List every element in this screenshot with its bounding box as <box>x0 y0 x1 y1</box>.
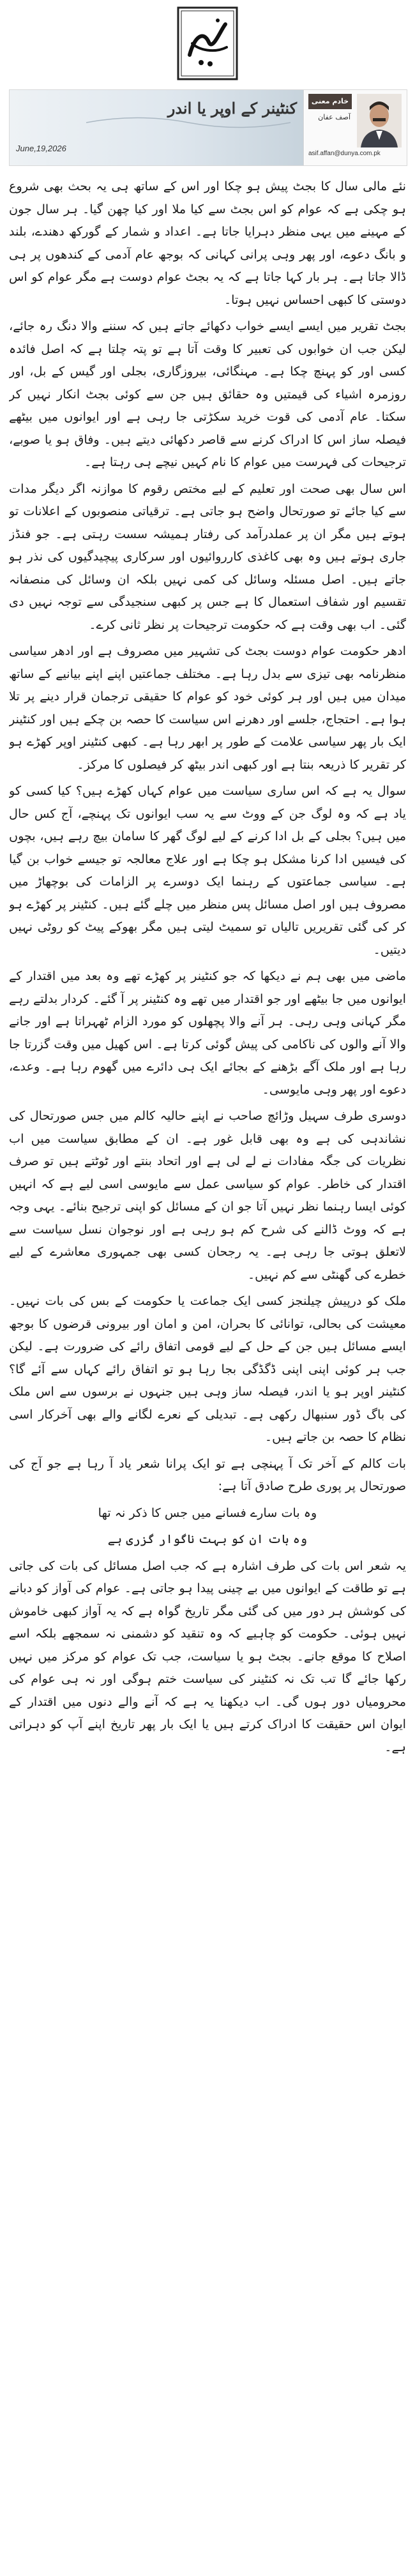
article-body <box>9 175 406 2563</box>
article-paragraph: ملک کو درپیش چیلنجز کسی ایک جماعت یا حکومت کے بس کی بات نہیں۔ معیشت کی بحالی، توانائی کا بحران، امن و امان اور بیرونی قرضوں کا بوجھ ایسے مسائل ہیں جن کے حل کے لیے قومی اتفاق رائے کی ضرورت ہے۔ لیکن جب ہر کوئی اپنی اپنی ڈگڈگی بجا رہا ہو تو اتفاق رائے کہاں سے آئے گا؟ کنٹینر اوپر ہو یا اندر، فیصلہ ساز وہی ہیں جنہوں نے برسوں سے اس ملک کی باگ ڈور سنبھال رکھی ہے۔ تبدیلی کے نعرے لگانے والے بھی آخرکار اسی نظام کا حصہ بن جاتے ہیں۔ <box>9 1293 406 1444</box>
verse-line: وہ بات ان کو بہت ناگوار گزری ہے <box>107 1532 308 1546</box>
article-paragraph: سوال یہ ہے کہ اس ساری سیاست میں عوام کہاں کھڑے ہیں؟ کیا کسی کو یاد ہے کہ وہ لوگ جن کے ووٹ سے یہ سب ایوانوں تک پہنچے، آج کس حال میں ہیں؟ بجلی کے بل ادا کرنے کے لیے لوگ گھر کا سامان بیچ رہے ہیں، بچوں کی فیسیں ادا کرنا مشکل ہو چکا ہے اور علاج معالجہ تو جیسے خواب بن گیا ہے۔ سیاسی جماعتوں کے رہنما ایک دوسرے پر الزامات کی بوچھاڑ میں مصروف ہیں اور اصل مسائل پس منظر میں چلے گئے ہیں۔ کنٹینر پر کھڑے ہو کر کی گئی تقریریں تالیاں تو سمیٹ لیتی ہیں مگر بھوکے پیٹ کو روٹی نہیں دیتیں۔ <box>9 783 406 957</box>
column-header <box>9 89 407 166</box>
author-name: آصف عفان <box>318 113 351 121</box>
logo-svg <box>176 5 239 82</box>
author-box <box>305 90 407 165</box>
author-tag: خادم معنی <box>308 94 352 109</box>
dunya-logo-icon <box>176 5 239 82</box>
author-photo-icon <box>357 94 402 147</box>
article-paragraph: بات کالم کے آخر تک آ پہنچی ہے تو ایک پرانا شعر یاد آ رہا ہے جو آج کی صورتحال پر پوری طرح صادق آتا ہے: <box>9 1456 406 1493</box>
article-paragraph: ادھر حکومت عوام دوست بجٹ کی تشہیر میں مصروف ہے اور ادھر سیاسی منظرنامہ بھی تیزی سے بدل رہا ہے۔ مختلف جماعتیں اپنے اپنے بیانیے کے ساتھ میدان میں ہیں اور ہر کوئی خود کو عوام کا حقیقی ترجمان قرار دینے پر تلا ہوا ہے۔ احتجاج، جلسے اور دھرنے اس سیاست کا حصہ بن چکے ہیں اور کنٹینر ایک بار پھر سیاسی علامت کے طور پر ابھر رہا ہے۔ کبھی کنٹینر اوپر کھڑے ہو کر تقریر کا ذریعہ بنتا ہے اور کبھی اندر بیٹھ کر فیصلوں کا مرکز۔ <box>9 644 406 772</box>
verse-line: وہ بات سارے فسانے میں جس کا ذکر نہ تھا <box>98 1505 317 1520</box>
author-email: asif.affan@dunya.com.pk <box>308 150 381 157</box>
article-paragraph: نئے مالی سال کا بجٹ پیش ہو چکا اور اس کے ساتھ ہی یہ بحث بھی شروع ہو چکی ہے کہ عوام کو اس بجٹ سے کیا ملا اور کیا چھن گیا۔ ہر سال جون کے مہینے میں یہی منظر دہرایا جاتا ہے۔ اعداد و شمار کے گورکھ دھندے، بلند و بانگ دعوے، اور پھر وہی پرانی کہانی کہ بوجھ عام آدمی کے کندھوں پر ہی ڈالا جاتا ہے۔ ہر بار کہا جاتا ہے کہ یہ بجٹ عوام دوست ہے مگر عوام کو اس دوستی کا کبھی احساس نہیں ہوتا۔ <box>9 179 406 307</box>
article-paragraph: دوسری طرف سہیل وڑائچ صاحب نے اپنے حالیہ کالم میں جس صورتحال کی نشاندہی کی ہے وہ بھی قابل غور ہے۔ ان کے مطابق سیاست میں اب نظریات کی جگہ مفادات نے لے لی ہے اور اتحاد بنتے اور ٹوٹتے ہیں تو صرف اقتدار کی خاطر۔ عوام کو سیاسی عمل سے مایوسی اسی لیے ہے کہ انہیں کوئی ایسا رہنما نظر نہیں آتا جو ان کے مسائل کو اپنی ترجیح بنائے۔ یہی وجہ ہے کہ ووٹ ڈالنے کی شرح کم ہو رہی ہے اور نوجوان نسل سیاست سے لاتعلق ہوتی جا رہی ہے۔ یہ رجحان کسی بھی جمہوری معاشرے کے لیے خطرے کی گھنٹی سے کم نہیں۔ <box>9 1108 406 1282</box>
publish-date: June,19,2026 <box>16 144 66 153</box>
column-title: کنٹینر کے اوپر یا اندر <box>167 99 297 117</box>
article-paragraph: بجٹ تقریر میں ایسے ایسے خواب دکھائے جاتے ہیں کہ سننے والا دنگ رہ جائے، لیکن جب ان خوابوں کی تعبیر کا وقت آتا ہے تو پتہ چلتا ہے کہ اصل فائدہ کسی اور کو پہنچ چکا ہے۔ مہنگائی، بیروزگاری، بجلی اور گیس کے بل، اور روزمرہ اشیاء کی قیمتیں وہ حقائق ہیں جن سے کوئی بجٹ انکار نہیں کر سکتا۔ عام آدمی کی قوت خرید سکڑتی جا رہی ہے اور ایوانوں میں بیٹھے فیصلہ ساز اس کا ادراک کرنے سے قاصر دکھائی دیتے ہیں۔ وفاق ہو یا صوبے، ترجیحات کی فہرست میں عوام کا نام کہیں نیچے ہی رہتا ہے۔ <box>9 319 406 469</box>
header-band <box>10 90 304 165</box>
article-paragraph: اس سال بھی صحت اور تعلیم کے لیے مختص رقوم کا موازنہ اگر دیگر مدات سے کیا جائے تو صورتحال واضح ہو جاتی ہے۔ ترقیاتی منصوبوں کے اعلانات تو ہوتے ہیں مگر ان پر عملدرآمد کی رفتار ہمیشہ سست رہتی ہے۔ جو فنڈز جاری ہوتے ہیں وہ بھی کاغذی کارروائیوں اور سرکاری پیچیدگیوں کی نذر ہو جاتے ہیں۔ اصل مسئلہ وسائل کی کمی نہیں بلکہ ان وسائل کی منصفانہ تقسیم اور شفاف استعمال کا ہے جس پر کبھی سنجیدگی سے توجہ نہیں دی گئی۔ اب بھی وقت ہے کہ حکومت ترجیحات پر نظر ثانی کرے۔ <box>9 481 406 632</box>
closing-paragraph: یہ شعر اس بات کی طرف اشارہ ہے کہ جب اصل مسائل کی بات کی جاتی ہے تو طاقت کے ایوانوں میں بے چینی پیدا ہو جاتی ہے۔ عوام کی آواز کو دبانے کی کوشش ہر دور میں کی گئی مگر تاریخ گواہ ہے کہ یہ آواز کبھی خاموش نہیں ہوئی۔ حکومت کو چاہیے کہ وہ تنقید کو دشمنی نہ سمجھے بلکہ اسے اصلاح کا موقع جانے۔ بجٹ ہو یا سیاست، جب تک عوام کو مرکز میں نہیں رکھا جائے گا تب تک نہ کنٹینر کی سیاست ختم ہوگی اور نہ ہی عوام کی محرومیاں دور ہوں گی۔ اب دیکھنا یہ ہے کہ آنے والے دنوں میں اقتدار کے ایوان اس حقیقت کا ادراک کرتے ہیں یا ایک بار پھر تاریخ اپنے آپ کو دہراتی ہے۔ <box>9 1558 406 1754</box>
article-paragraph: ماضی میں بھی ہم نے دیکھا کہ جو کنٹینر پر کھڑے تھے وہ بعد میں اقتدار کے ایوانوں میں جا بیٹھے اور جو اقتدار میں تھے وہ کنٹینر پر آ گئے۔ کردار بدلتے رہے مگر کہانی وہی رہی۔ ہر آنے والا پچھلوں کو مورد الزام ٹھہراتا ہے اور جانے والا آنے والوں کی ناکامی کی پیش گوئی کرتا ہے۔ اس کھیل میں وقت گزرتا جا رہا ہے اور ملک آگے بڑھنے کے بجائے ایک ہی دائرے میں گھوم رہا ہے۔ وعدے، دعوے اور پھر وہی مایوسی۔ <box>9 968 406 1097</box>
